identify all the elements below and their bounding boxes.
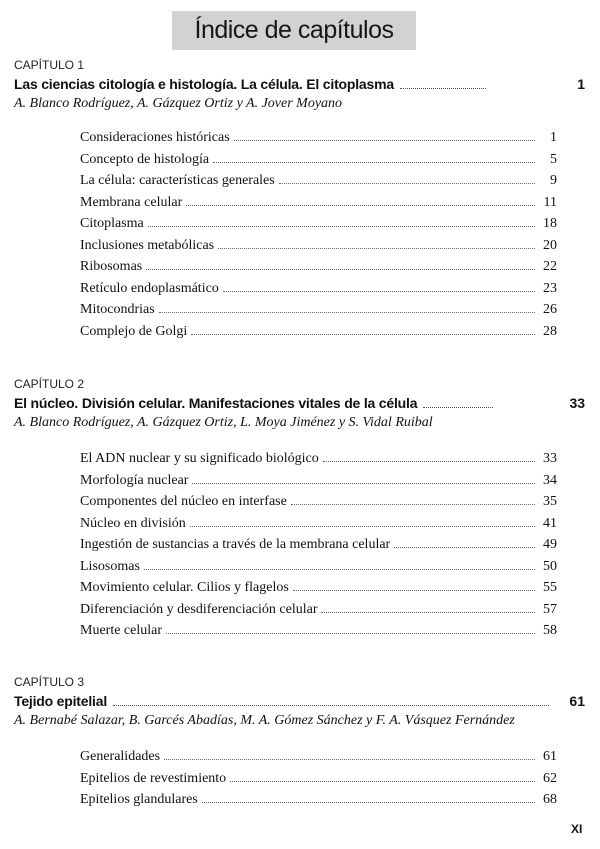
toc-entry[interactable] <box>80 324 557 345</box>
entry-page: 68 <box>543 792 557 807</box>
entry-title: Consideraciones históricas <box>80 130 230 145</box>
toc-entry[interactable] <box>80 130 557 151</box>
entry-title: Lisosomas <box>80 558 140 574</box>
page-title: Índice de capítulos <box>194 16 394 44</box>
chapter-title: Tejido epitelial <box>14 693 108 709</box>
dot-leader <box>213 162 535 163</box>
entry-page: 20 <box>543 237 557 253</box>
dot-leader <box>186 205 535 206</box>
entry-page: 62 <box>543 770 557 786</box>
entry-title: Complejo de Golgi <box>80 323 188 339</box>
toc-entry[interactable] <box>80 516 557 537</box>
entry-page: 11 <box>543 194 557 210</box>
toc-entry[interactable] <box>80 771 557 792</box>
dot-leader <box>146 269 535 270</box>
entry-title: Retículo endoplasmático <box>80 280 219 296</box>
dot-leader <box>148 226 535 227</box>
entry-page: 33 <box>543 451 557 466</box>
chapter-page: 1 <box>577 76 586 92</box>
entry-page: 58 <box>543 623 557 638</box>
entry-page: 50 <box>543 558 557 574</box>
toc-entry[interactable] <box>80 792 557 813</box>
toc-entry[interactable] <box>80 173 557 194</box>
entry-title: Núcleo en división <box>80 515 186 531</box>
toc-entry[interactable] <box>80 216 557 237</box>
entry-title: El ADN nuclear y su significado biológico <box>80 451 319 466</box>
chapter-label: CAPÍTULO 2 <box>14 377 85 391</box>
entry-title: Muerte celular <box>80 623 163 638</box>
entry-page: 5 <box>550 151 557 167</box>
dot-leader <box>321 612 535 613</box>
toc-entry[interactable] <box>80 537 557 558</box>
entry-title: La célula: características generales <box>80 173 275 188</box>
toc-entry[interactable] <box>80 195 557 216</box>
entry-title: Epitelios de revestimiento <box>80 770 227 786</box>
dot-leader <box>164 759 535 760</box>
entry-title: Inclusiones metabólicas <box>80 237 215 253</box>
entry-title: Citoplasma <box>80 216 144 231</box>
entry-page: 1 <box>550 130 557 145</box>
entry-page: 28 <box>543 323 557 339</box>
dot-leader <box>394 547 535 548</box>
chapter-heading[interactable] <box>14 395 585 411</box>
dot-leader <box>190 526 535 527</box>
dot-leader <box>279 183 535 184</box>
dot-leader <box>144 569 535 570</box>
chapter-page: 33 <box>569 395 586 411</box>
entry-page: 34 <box>543 472 557 488</box>
dot-leader <box>218 248 535 249</box>
dot-leader <box>234 140 535 141</box>
dot-leader <box>159 312 535 313</box>
toc-entry[interactable] <box>80 281 557 302</box>
toc-entry[interactable] <box>80 152 557 173</box>
toc-entry[interactable] <box>80 580 557 601</box>
dot-leader <box>113 705 549 706</box>
chapter-authors: A. Blanco Rodríguez, A. Gázquez Ortiz y A. Jover Moyano <box>14 96 343 111</box>
entry-title: Concepto de histología <box>80 151 210 167</box>
dot-leader <box>293 590 535 591</box>
entry-title: Movimiento celular. Cilios y flagelos <box>80 580 289 595</box>
entry-title: Componentes del núcleo en interfase <box>80 494 287 509</box>
entry-title: Epitelios glandulares <box>80 792 198 807</box>
entry-page: 55 <box>543 580 557 595</box>
chapter-page: 61 <box>569 693 585 709</box>
dot-leader <box>230 781 535 782</box>
entry-title: Ribosomas <box>80 259 143 274</box>
dot-leader <box>191 334 535 335</box>
chapter-heading[interactable] <box>14 76 585 92</box>
entry-page: 49 <box>543 537 557 552</box>
dot-leader <box>423 407 493 408</box>
chapter-heading[interactable] <box>14 693 585 709</box>
toc-entry[interactable] <box>80 451 557 472</box>
entry-page: 35 <box>543 494 557 509</box>
chapter-title: Las ciencias citología e histología. La célula. El citoplasma <box>14 76 394 92</box>
dot-leader <box>202 802 535 803</box>
toc-entry[interactable] <box>80 238 557 259</box>
page-title-box <box>172 11 416 50</box>
dot-leader <box>323 461 535 462</box>
entry-page: 61 <box>543 749 557 764</box>
chapter-authors: A. Blanco Rodríguez, A. Gázquez Ortiz, L. Moya Jiménez y S. Vidal Ruibal <box>14 415 433 430</box>
chapter-label: CAPÍTULO 1 <box>14 58 85 72</box>
toc-entry[interactable] <box>80 623 557 644</box>
entry-page: 9 <box>550 173 557 188</box>
entry-title: Diferenciación y desdiferenciación celular <box>80 601 318 617</box>
dot-leader <box>192 483 535 484</box>
entry-page: 23 <box>543 280 557 296</box>
toc-entry[interactable] <box>80 494 557 515</box>
entry-page: 57 <box>543 601 557 617</box>
chapter-title: El núcleo. División celular. Manifestaciones vitales de la célula <box>14 395 418 411</box>
dot-leader <box>166 633 535 634</box>
toc-entry[interactable] <box>80 302 557 323</box>
toc-entry[interactable] <box>80 259 557 280</box>
entry-page: 26 <box>543 302 557 317</box>
entry-title: Generalidades <box>80 749 161 764</box>
chapter-authors: A. Bernabé Salazar, B. Garcés Abadías, M. A. Gómez Sánchez y F. A. Vásquez Fernández <box>14 713 515 728</box>
toc-entry[interactable] <box>80 602 557 623</box>
entry-page: 22 <box>543 259 557 274</box>
dot-leader <box>223 291 535 292</box>
toc-entry[interactable] <box>80 473 557 494</box>
dot-leader <box>400 88 486 89</box>
entry-title: Morfología nuclear <box>80 472 189 488</box>
toc-entry[interactable] <box>80 559 557 580</box>
entry-page: 18 <box>543 216 557 231</box>
chapter-label: CAPÍTULO 3 <box>14 675 85 689</box>
dot-leader <box>291 504 535 505</box>
entry-title: Mitocondrias <box>80 302 155 317</box>
entry-page: 41 <box>543 515 557 531</box>
entry-title: Ingestión de sustancias a través de la membrana celular <box>80 537 391 552</box>
page-number: XI <box>571 822 583 836</box>
entry-title: Membrana celular <box>80 194 183 210</box>
toc-entry[interactable] <box>80 749 557 770</box>
